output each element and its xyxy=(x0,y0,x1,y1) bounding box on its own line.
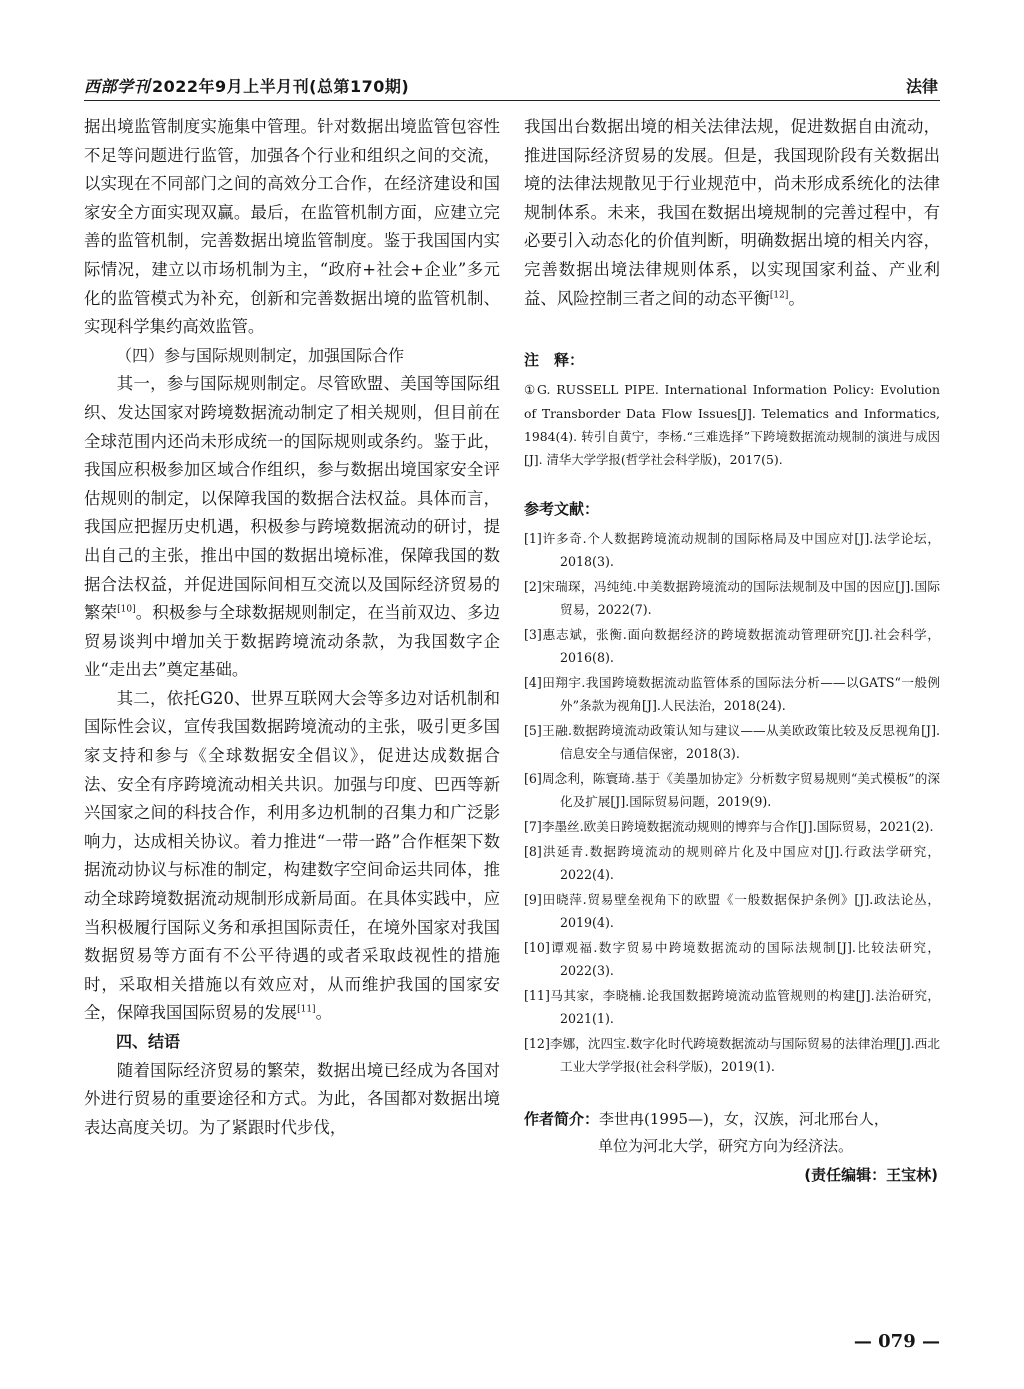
reference-item xyxy=(524,888,940,934)
reference-text: 宋瑞琛，冯纯纯.中美数据跨境流动的国际法规制及中国的因应[J].国际贸易，2022(7). xyxy=(541,578,940,617)
reference-item xyxy=(524,527,940,573)
reference-item xyxy=(524,1032,940,1078)
reference-text: 洪延青.数据跨境流动的规则碎片化及中国应对[J].行政法学研究，2022(4). xyxy=(541,843,940,882)
reference-number: [8] xyxy=(524,843,542,859)
reference-text: 谭观福.数字贸易中跨境数据流动的国际法规制[J].比较法研究，2022(3). xyxy=(549,939,940,978)
reference-item xyxy=(524,815,940,838)
reference-item xyxy=(524,671,940,717)
reference-number: [9] xyxy=(524,891,542,907)
section-label: 法律 xyxy=(905,77,938,96)
reference-number: [6] xyxy=(524,770,542,786)
paragraph-text: 我国出台数据出境的相关法律法规，促进数据自由流动，推进国际经济贸易的发展。但是，我国现阶段有关数据出境的法律法规散见于行业规范中，尚未形成系统化的法律规制体系。未来，我国在数据出境规制的完善过程中，有必要引入动态化的价值判断，明确数据出境的相关内容，完善数据出境法律规则体系，以实现国家利益、产业利益、风险控制三者之间的动态平衡 xyxy=(524,117,940,308)
paragraph xyxy=(524,113,940,313)
notes-heading: 注 释： xyxy=(524,351,585,370)
note-item: ①G. RUSSELL PIPE. International Information Policy: Evolution of Transborder Data Flow Issues[J]. Telematics and Informatics, 1984(4). 转引自黄宁，李杨.“三难选择”下跨境数据流动规制的演进与成因[J]. 清华大学学报(哲学社会科学版)，2017(5). xyxy=(524,382,940,468)
paragraph-text: 其二，依托G20、世界互联网大会等多边对话机制和国际性会议，宣传我国数据跨境流动的主张，吸引更多国家支持和参与《全球数据安全倡议》，促进达成数据合法、安全有序跨境流动相关共识。加强与印度、巴西等新兴国家之间的科技合作，利用多边机制的召集力和广泛影响力，达成相关协议。着力推进“一带一路”合作框架下数据流动协议与标准的制定，构建数字空间命运共同体，推动全球跨境数据流动规制形成新局面。在具体实践中，应当积极履行国际义务和承担国际责任，在境外国家对我国数据贸易等方面有不公平待遇的或者采取歧视性的措施时，采取相关措施以有效应对，从而维护我国的国家安全，保障我国国际贸易的发展 xyxy=(84,688,500,1023)
reference-item xyxy=(524,575,940,621)
responsible-editor: (责任编辑：王宝林) xyxy=(804,1165,938,1184)
reference-text: 田晓萍.贸易壁垒视角下的欧盟《一般数据保护条例》[J].政法论丛，2019(4). xyxy=(541,891,940,930)
reference-number: [5] xyxy=(524,722,542,738)
reference-text: 许多奇.个人数据跨境流动规制的国际格局及中国应对[J].法学论坛，2018(3). xyxy=(541,530,940,569)
reference-number: [3] xyxy=(524,626,542,642)
reference-item xyxy=(524,936,940,982)
reference-text: 李娜，沈四宝.数字化时代跨境数据流动与国际贸易的法律治理[J].西北工业大学学报(社会科学版)，2019(1). xyxy=(549,1035,940,1074)
paragraph: 据出境监管制度实施集中管理。针对数据出境监管包容性不足等问题进行监管，加强各个行业和组织之间的交流，以实现在不同部门之间的高效分工合作，在经济建设和国家安全方面实现双赢。最后，在监管机制方面，应建立完善的监管机制，完善数据出境监管制度。鉴于我国国内实际情况，建立以市场机制为主，“政府+社会+企业”多元化的监管模式为补充，创新和完善数据出境的监管机制、实现科学集约高效监管。 xyxy=(84,117,500,337)
reference-number: [4] xyxy=(524,674,542,690)
references-heading: 参考文献： xyxy=(524,499,600,518)
paragraph-text: 其一，参与国际规则制定。尽管欧盟、美国等国际组织、发达国家对跨境数据流动制定了相关规则，但目前在全球范围内还尚未形成统一的国际规则或条约。鉴于此，我国应积极参加区域合作组织，参与数据出境国家安全评估规则的制定，以保障我国的数据合法权益。具体而言，我国应把握历史机遇，积极参与跨境数据流动的研讨，提出自己的主张，推出中国的数据出境标准，保障我国的数据合法权益，并促进国际间相互交流以及国际经济贸易的繁荣 xyxy=(84,374,500,623)
author-bio xyxy=(524,1106,940,1160)
journal-masthead xyxy=(84,74,409,97)
reference-item xyxy=(524,840,940,886)
reference-text: 周念利，陈寰琦.基于《美墨加协定》分析数字贸易规则“美式模板”的深化及扩展[J].国际贸易问题，2019(9). xyxy=(541,770,940,809)
reference-number: [11] xyxy=(524,987,550,1003)
reference-text: 李墨丝.欧美日跨境数据流动规则的博弈与合作[J].国际贸易，2021(2). xyxy=(541,818,934,834)
page-number: — 079 — xyxy=(853,1331,940,1352)
citation-mark: [11] xyxy=(297,1004,316,1015)
citation-mark: [12] xyxy=(769,290,789,301)
reference-item xyxy=(524,767,940,813)
reference-number: [12] xyxy=(524,1035,550,1051)
issue-info: 2022年9月上半月刊(总第170期) xyxy=(152,77,410,96)
paragraph-text: 。积极参与全球数据规则制定，在当前双边、多边贸易谈判中增加关于数据跨境流动条款，为我国数字企业“走出去”奠定基础。 xyxy=(84,603,501,680)
author-line: 李世冉(1995—)，女，汉族，河北邢台人， xyxy=(599,1109,889,1128)
section-heading: 四、结语 xyxy=(116,1032,181,1051)
citation-mark: [10] xyxy=(117,604,136,615)
author-label: 作者简介： xyxy=(524,1109,600,1128)
reference-text: 惠志斌，张衡.面向数据经济的跨境数据流动管理研究[J].社会科学，2016(8). xyxy=(541,626,940,665)
paragraph-text: 。 xyxy=(788,288,805,308)
reference-number: [7] xyxy=(524,818,542,834)
reference-item xyxy=(524,719,940,765)
subsection-heading: （四）参与国际规则制定，加强国际合作 xyxy=(116,345,405,365)
journal-logo: 西部学刊 xyxy=(84,77,151,96)
paragraph xyxy=(84,685,500,1028)
paragraph xyxy=(84,370,500,685)
reference-item xyxy=(524,984,940,1030)
reference-text: 田翔宇.我国跨境数据流动监管体系的国际法分析——以GATS“一般例外”条款为视角[J].人民法治，2018(24). xyxy=(541,674,940,713)
reference-number: [10] xyxy=(524,939,550,955)
reference-item xyxy=(524,623,940,669)
left-column xyxy=(84,113,500,1142)
right-column xyxy=(524,113,940,1185)
paragraph-text: 。 xyxy=(315,1003,332,1023)
author-line: 单位为河北大学，研究方向为经济法。 xyxy=(598,1136,854,1155)
reference-number: [2] xyxy=(524,578,542,594)
paragraph: 随着国际经济贸易的繁荣，数据出境已经成为各国对外进行贸易的重要途径和方式。为此，各国都对数据出境表达高度关切。为了紧跟时代步伐， xyxy=(84,1060,500,1137)
reference-number: [1] xyxy=(524,530,542,546)
reference-text: 王融.数据跨境流动政策认知与建议——从美欧政策比较及反思视角[J].信息安全与通信保密，2018(3). xyxy=(541,722,940,761)
reference-text: 马其家，李晓楠.论我国数据跨境流动监管规则的构建[J].法治研究，2021(1). xyxy=(549,987,940,1026)
reference-list xyxy=(524,527,940,1078)
page-header xyxy=(84,70,940,101)
